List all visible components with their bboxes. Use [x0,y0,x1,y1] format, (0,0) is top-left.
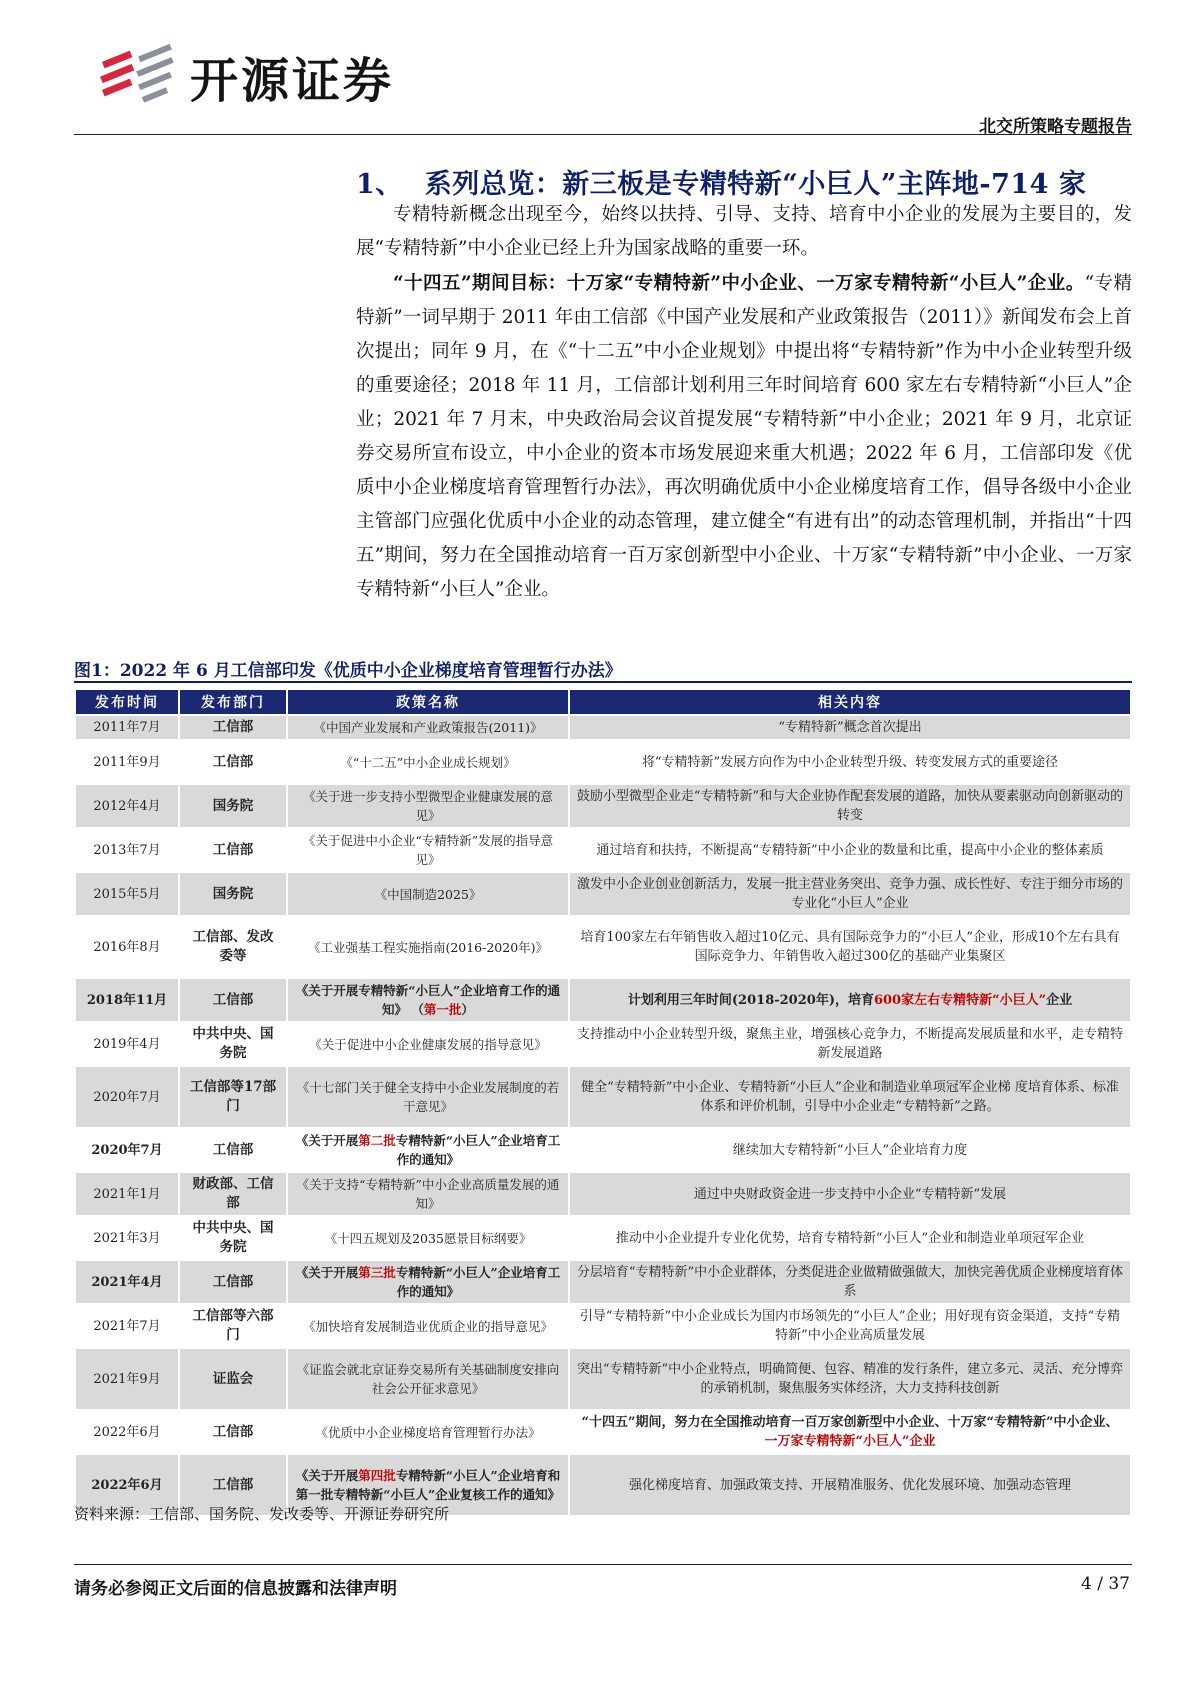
row-dept: 国务院 [180,785,286,827]
table-row [76,785,1130,827]
row-content: 支持推动中小企业转型升级，聚焦主业，增强核心竞争力，不断提高发展质量和水平，走专精特新发展道路 [570,1023,1130,1065]
row-dept: 证监会 [180,1349,286,1409]
content-text: 计划利用三年时间(2018-2020年)，培育 [627,992,874,1008]
row-dept: 中共中央、国务院 [180,1023,286,1065]
footer-divider [74,1564,1132,1565]
page-number: 4 / 37 [1081,1574,1130,1594]
table-row [76,741,1130,783]
row-dept: 工信部 [180,741,286,783]
goals-paragraph-lead: “十四五”期间目标：十万家“专精特新”中小企业、一万家专精特新“小巨人”企业。 [393,273,1085,294]
policy-text: 《关于开展 [295,1133,359,1148]
row-content: 将“专精特新”发展方向作为中小企业转型升级、转变发展方式的重要途径 [570,741,1130,783]
row-content: 健全“专精特新”中小企业、专精特新“小巨人”企业和制造业单项冠军企业梯 度培育体系、标准体系和评价机制，引导中小企业走“专精特新”之路。 [570,1067,1130,1127]
row-date: 2011年9月 [76,741,178,783]
row-content: 通过培育和扶持，不断提高“专精特新”中小企业的数量和比重，提高中小企业的整体素质 [570,829,1130,871]
row-policy [288,979,568,1021]
table-header-row [76,690,1130,714]
row-date: 2011年7月 [76,716,178,739]
row-policy: 《十四五规划及2035愿景目标纲要》 [288,1217,568,1259]
table-row [76,829,1130,871]
policy-highlight: 第三批 [358,1265,396,1280]
row-policy: 《关于促进中小企业健康发展的指导意见》 [288,1023,568,1065]
row-content: 强化梯度培育、加强政策支持、开展精准服务、优化发展环境、加强动态管理 [570,1455,1130,1515]
policy-text-end: 专精特新“小巨人”企业培育工作的通知》 [395,1133,561,1167]
row-dept: 工信部 [180,1129,286,1171]
row-date: 2012年4月 [76,785,178,827]
row-content: 继续加大专精特新“小巨人”企业培育力度 [570,1129,1130,1171]
row-date: 2021年7月 [76,1305,178,1347]
row-content: 分层培育“专精特新”中小企业群体，分类促进企业做精做强做大，加快完善优质企业梯度培育体系 [570,1261,1130,1303]
table-row [76,1217,1130,1259]
row-date: 2016年8月 [76,917,178,977]
content-highlight: 600家左右专精特新“小巨人” [873,992,1047,1008]
goals-paragraph-text: “专精特新”一词早期于 2011 年由工信部《中国产业发展和产业政策报告（2011）》新闻发布会上首次提出；同年 9 月，在《“十二五”中小企业规划》中提出将“专精特新”作为中小企业转型升级的重要途径；2018 年 11 月，工信部计划利用三年时间培育 600 家左右专精特新“小巨人”企业；2021 年 7 月末，中央政治局会议首提发展“专精特新”中小企业；2021 年 9 月，北京证券交易所宣布设立，中小企业的资本市场发展迎来重大机遇；2022 年 6 月，工信部印发《优质中小企业梯度培育管理暂行办法》，再次明确优质中小企业梯度培育工作，倡导各级中小企业主管部门应强化优质中小企业的动态管理，建立健全“有进有出”的动态管理机制，并指出“十四五”期间，努力在全国推动培育一百万家创新型中小企业、十万家“专精特新”中小企业、一万家专精特新“小巨人”企业。 [356,273,1132,600]
row-policy [288,1261,568,1303]
row-content [570,1411,1130,1453]
goals-paragraph [356,267,1132,607]
column-header-date: 发布时间 [76,690,178,714]
report-type: 北交所策略专题报告 [979,117,1132,137]
row-dept: 工信部 [180,1411,286,1453]
footer-disclaimer: 请务必参阅正文后面的信息披露和法律声明 [74,1579,397,1599]
row-policy: 《加快培育发展制造业优质企业的指导意见》 [288,1305,568,1347]
table-row [76,979,1130,1021]
row-policy: 《中国制造2025》 [288,873,568,915]
column-header-dept: 发布部门 [180,690,286,714]
policy-table [74,688,1132,1517]
row-policy [288,1129,568,1171]
row-dept: 工信部 [180,1261,286,1303]
row-dept: 工信部等17部门 [180,1067,286,1127]
row-dept: 财政部、工信部 [180,1173,286,1215]
content-text: “十四五”期间，努力在全国推动培育一百万家创新型中小企业、十万家“专精特新”中小企业、 [581,1415,1119,1430]
row-policy: 《“十二五”中小企业成长规划》 [288,741,568,783]
row-content: 引导“专精特新”中小企业成长为国内市场领先的“小巨人”企业；用好现有资金渠道，支持“专精特新”中小企业高质量发展 [570,1305,1130,1347]
table-row [76,1067,1130,1127]
row-dept: 工信部等六部门 [180,1305,286,1347]
table-row [76,1349,1130,1409]
row-content [570,979,1130,1021]
policy-highlight: 第四批 [358,1468,396,1483]
row-policy: 《关于支持“专精特新”中小企业高质量发展的通知》 [288,1173,568,1215]
row-date: 2020年7月 [76,1129,178,1171]
table-row [76,1411,1130,1453]
policy-text: 《关于开展专精特新“小巨人”企业培育工作的通知》 （ [295,983,561,1017]
content-text-end: 企业 [1046,992,1073,1008]
header-divider [74,134,1132,135]
row-dept: 中共中央、国务院 [180,1217,286,1259]
policy-text-end: 专精特新“小巨人”企业培育工作的通知》 [395,1265,561,1299]
row-content: 通过中央财政资金进一步支持中小企业“专精特新”发展 [570,1173,1130,1215]
row-date: 2018年11月 [76,979,178,1021]
row-policy: 《证监会就北京证券交易所有关基础制度安排向社会公开征求意见》 [288,1349,568,1409]
section-number: 1、 [356,169,403,200]
row-date: 2021年3月 [76,1217,178,1259]
policy-highlight: 第二批 [358,1133,396,1148]
row-policy: 《十七部门关于健全支持中小企业发展制度的若干意见》 [288,1067,568,1127]
table-row [76,873,1130,915]
section-title [356,162,1086,201]
figure-title-divider [74,681,1132,683]
row-content: 鼓励小型微型企业走“专精特新”和与大企业协作配套发展的道路，加快从要素驱动向创新驱动的转变 [570,785,1130,827]
table-row [76,1173,1130,1215]
intro-paragraph [356,198,1132,266]
policy-text-end: ） [461,1002,474,1017]
row-policy: 《工业强基工程实施指南(2016-2020年)》 [288,917,568,977]
row-date: 2022年6月 [76,1411,178,1453]
figure-title: 图1：2022 年 6 月工信部印发《优质中小企业梯度培育管理暂行办法》 [74,661,622,681]
row-dept: 工信部 [180,716,286,739]
row-dept: 工信部、发改委等 [180,917,286,977]
row-date: 2021年9月 [76,1349,178,1409]
row-date: 2015年5月 [76,873,178,915]
row-policy: 《优质中小企业梯度培育管理暂行办法》 [288,1411,568,1453]
table-row [76,1023,1130,1065]
row-date: 2021年1月 [76,1173,178,1215]
table-row [76,716,1130,739]
row-dept: 国务院 [180,873,286,915]
row-date: 2021年4月 [76,1261,178,1303]
row-date: 2020年7月 [76,1067,178,1127]
table-row [76,1261,1130,1303]
policy-highlight: 第一批 [423,1002,462,1017]
row-content: 激发中小企业创业创新活力，发展一批主营业务突出、竞争力强、成长性好、专注于细分市场的专业化“小巨人”企业 [570,873,1130,915]
table-row [76,1305,1130,1347]
intro-paragraph-text: 专精特新概念出现至今，始终以扶持、引导、支持、培育中小企业的发展为主要目的，发展“专精特新”中小企业已经上升为国家战略的重要一环。 [356,204,1132,259]
row-policy: 《关于促进中小企业“专精特新”发展的指导意见》 [288,829,568,871]
policy-text: 《关于开展 [295,1265,359,1280]
row-date: 2022年6月 [76,1455,178,1515]
row-dept: 工信部 [180,979,286,1021]
table-row [76,917,1130,977]
policy-text-end: 专精特新“小巨人”企业培育和第一批专精特新“小巨人”企业复核工作的通知》 [295,1468,561,1502]
row-policy: 《中国产业发展和产业政策报告(2011)》 [288,716,568,739]
column-header-content: 相关内容 [570,690,1130,714]
row-date: 2013年7月 [76,829,178,871]
row-content: 推动中小企业提升专业化优势，培育专精特新“小巨人”企业和制造业单项冠军企业 [570,1217,1130,1259]
row-dept: 工信部 [180,1455,286,1515]
row-content: 突出“专精特新”中小企业特点，明确简便、包容、精准的发行条件，建立多元、灵活、充分博弈的承销机制，聚焦服务实体经济，大力支持科技创新 [570,1349,1130,1409]
row-policy: 《关于进一步支持小型微型企业健康发展的意见》 [288,785,568,827]
brand-name: 开源证券 [190,53,395,109]
policy-text: 《关于开展 [295,1468,359,1483]
row-content: 培育100家左右年销售收入超过10亿元、具有国际竞争力的“小巨人”企业，形成10个左右具有国际竞争力、年销售收入超过300亿的基础产业集聚区 [570,917,1130,977]
source-note: 资料来源：工信部、国务院、发改委等、开源证券研究所 [74,1505,450,1523]
brand-logo-icon [98,36,186,106]
brand-logo [98,36,448,109]
row-content: “专精特新”概念首次提出 [570,716,1130,739]
content-highlight: 一万家专精特新“小巨人”企业 [764,1434,936,1449]
row-date: 2019年4月 [76,1023,178,1065]
row-dept: 工信部 [180,829,286,871]
section-title-text: 系列总览：新三板是专精特新“小巨人”主阵地-714 家 [424,169,1087,200]
column-header-policy: 政策名称 [288,690,568,714]
table-row [76,1129,1130,1171]
